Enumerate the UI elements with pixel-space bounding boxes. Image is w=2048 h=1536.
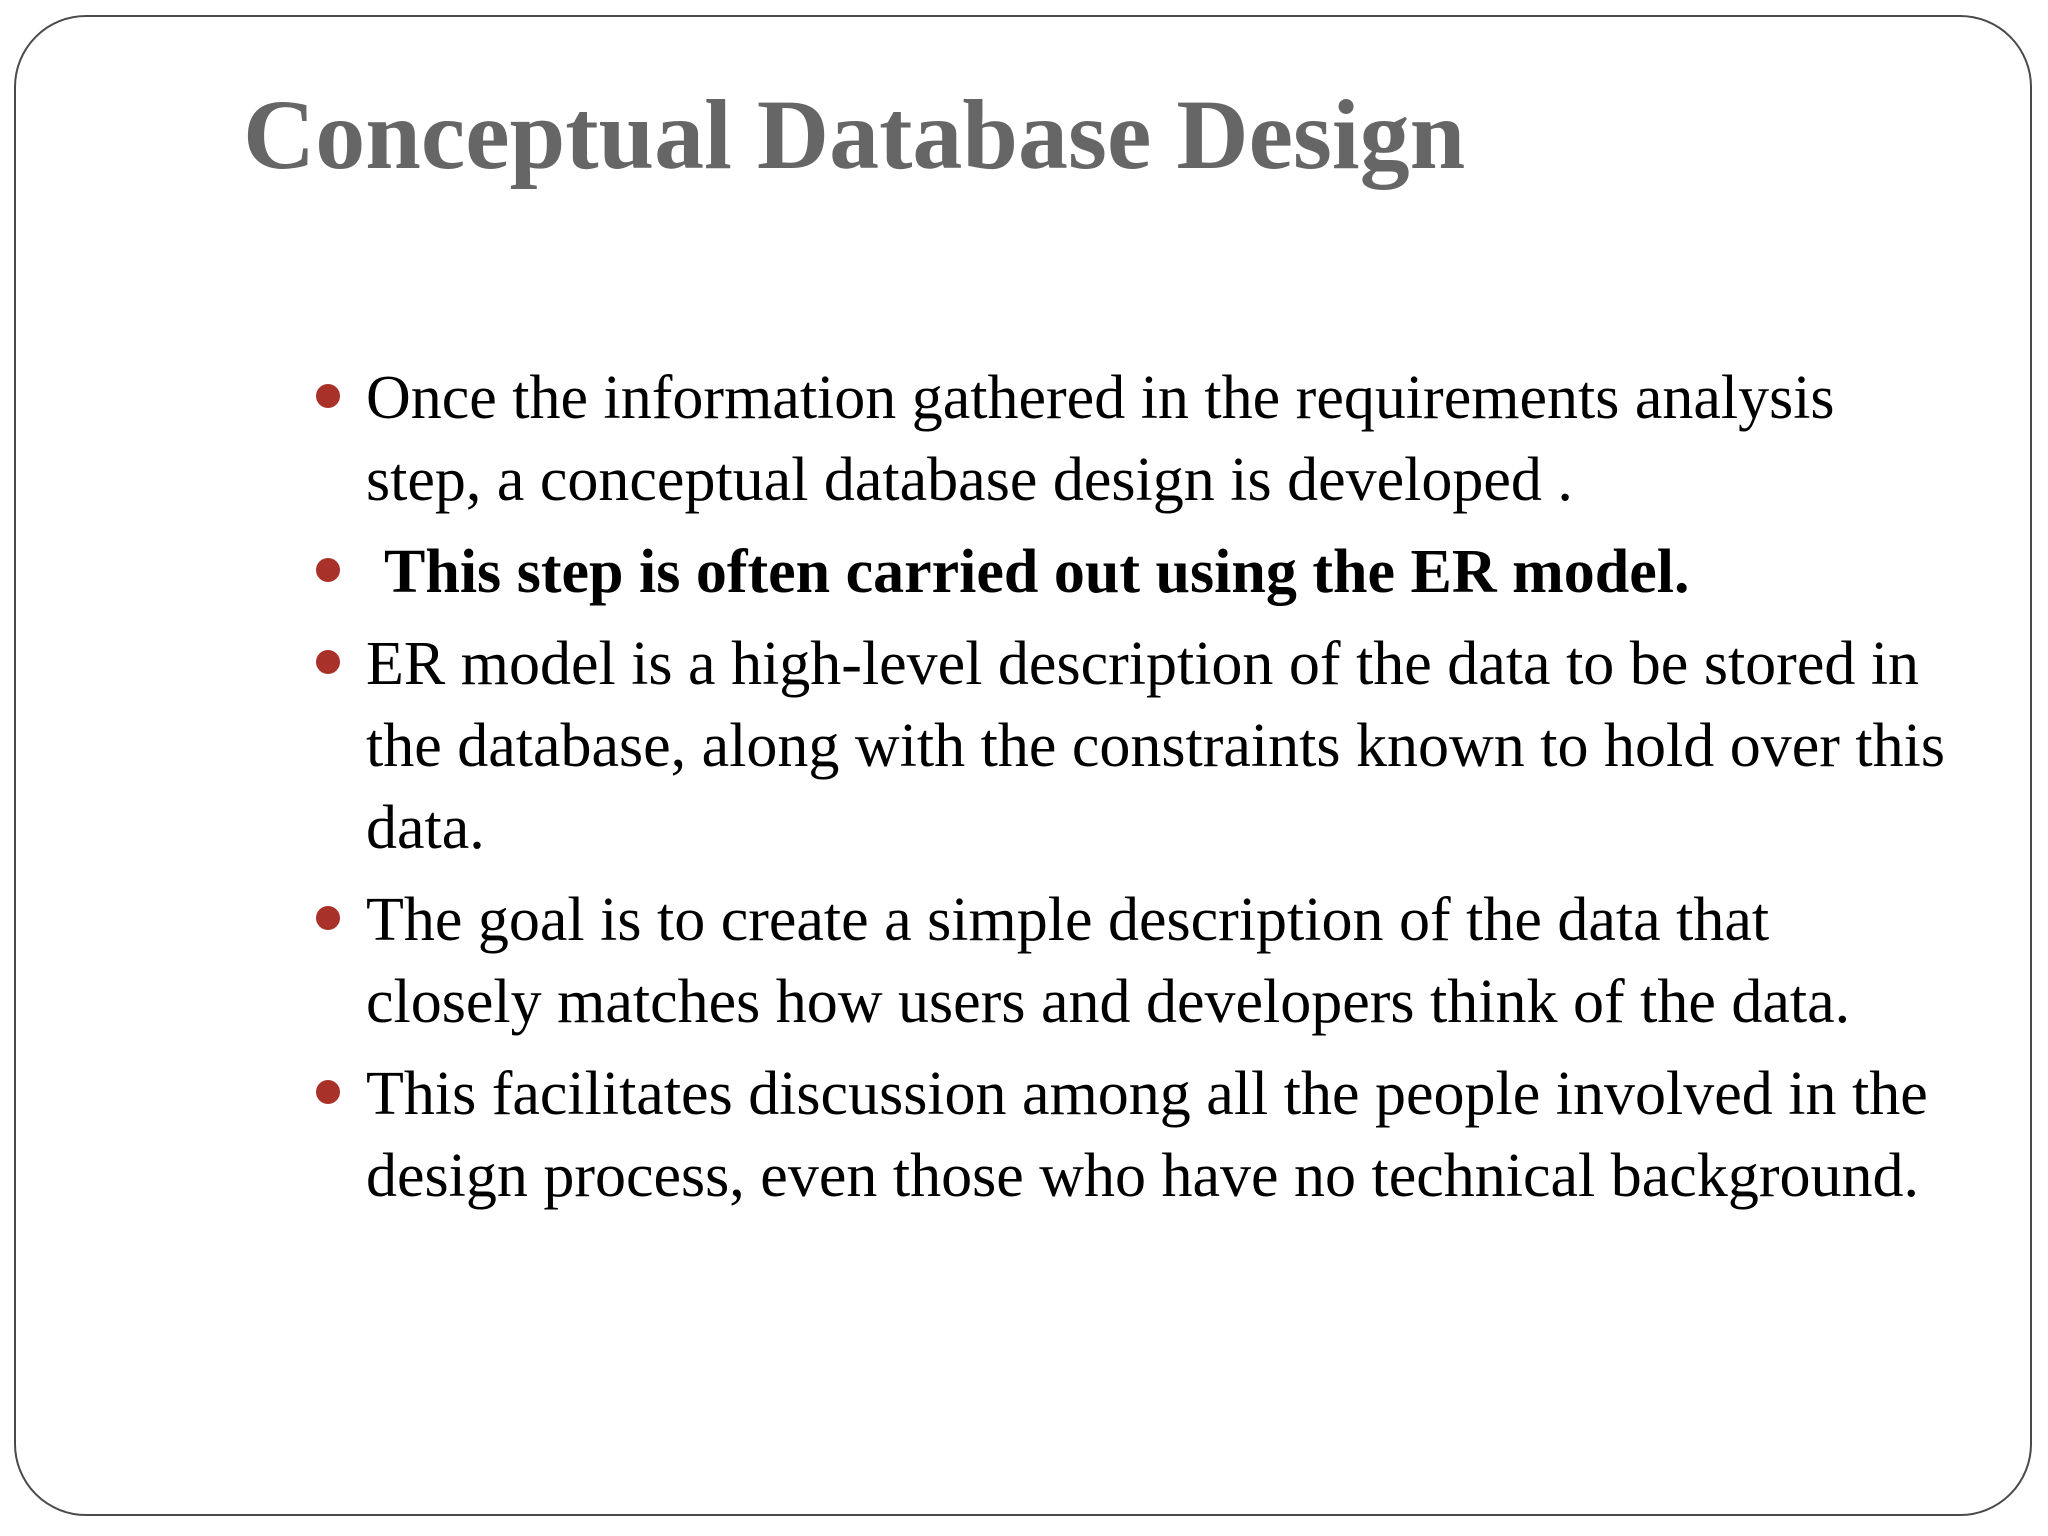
bullet-dot-icon — [316, 650, 340, 674]
bullet-text: ER model is a high-level description of the data to be stored in the database, along with the constraints known to hold over this data. — [366, 630, 1945, 862]
bullet-dot-icon — [316, 1080, 340, 1104]
bullet-dot-icon — [316, 558, 340, 582]
bullet-text: The goal is to create a simple description of the data that closely matches how users and developers think of the data. — [366, 886, 1851, 1036]
bullet-text: This facilitates discussion among all the people involved in the design process, even those who have no technical background. — [366, 1060, 1928, 1210]
bullet-item — [316, 1053, 1956, 1217]
bullet-dot-icon — [316, 906, 340, 930]
slide-title: Conceptual Database Design — [243, 79, 1466, 190]
bullet-text: This step is often carried out using the ER model. — [384, 538, 1690, 606]
bullet-list — [316, 357, 1956, 1227]
slide-frame — [14, 15, 2032, 1516]
bullet-dot-icon — [316, 384, 340, 408]
bullet-item — [316, 531, 1956, 613]
bullet-item — [316, 357, 1956, 521]
bullet-text: Once the information gathered in the requirements analysis step, a conceptual database design is developed . — [366, 364, 1835, 514]
bullet-item — [316, 623, 1956, 869]
bullet-item — [316, 879, 1956, 1043]
